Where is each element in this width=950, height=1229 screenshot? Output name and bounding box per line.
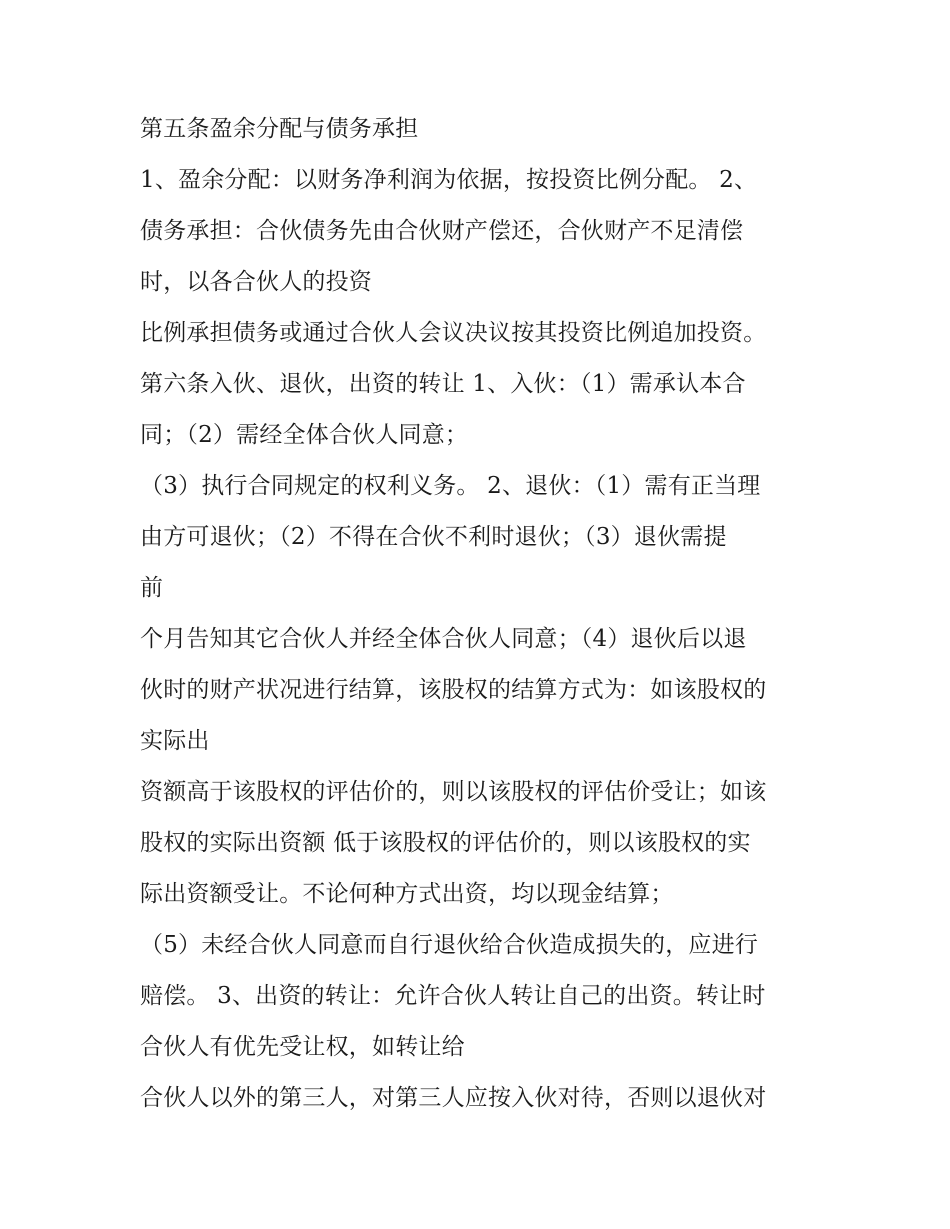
body-text-line: 合伙人以外的第三人，对第三人应按入伙对待，否则以退伙对 — [140, 1085, 767, 1111]
body-text-line: 个月告知其它合伙人并经全体合伙人同意；（4）退伙后以退 — [140, 626, 747, 652]
body-text-line: 债务承担：合伙债务先由合伙财产偿还，合伙财产不足清偿 — [140, 218, 744, 244]
body-text-line: 股权的实际出资额 低于该股权的评估价的，则以该股权的实 — [140, 830, 751, 856]
body-text-line: 比例承担债务或通过合伙人会议决议按其投资比例追加投资。 — [140, 320, 767, 346]
body-text-line: 1、盈余分配：以财务净利润为依据，按投资比例分配。 2、 — [140, 167, 758, 193]
body-text-line: 合伙人有优先受让权，如转让给 — [140, 1034, 465, 1060]
article-5-heading: 第五条盈余分配与债务承担 — [140, 116, 419, 142]
body-text-line: （5）未经合伙人同意而自行退伙给合伙造成损失的，应进行 — [140, 932, 759, 958]
body-text-line: 时，以各合伙人的投资 — [140, 269, 372, 295]
body-text-line: 赔偿。 3、出资的转让：允许合伙人转让自己的出资。转让时 — [140, 983, 766, 1009]
document-body — [140, 109, 820, 1129]
body-text-line: 际出资额受让。不论何种方式出资，均以现金结算； — [140, 881, 674, 907]
body-text-line: （3）执行合同规定的权利义务。 2、退伙：（1）需有正当理 — [140, 473, 761, 499]
body-text-line: 资额高于该股权的评估价的，则以该股权的评估价受让；如该 — [140, 779, 767, 805]
body-text-line: 同；（2）需经全体合伙人同意； — [140, 422, 469, 448]
body-text-line: 前 — [140, 575, 164, 601]
body-text-line: 由方可退伙；（2）不得在合伙不利时退伙；（3）退伙需提 — [140, 524, 727, 550]
article-6-heading-line: 第六条入伙、退伙，出资的转让 1、入伙：（1）需承认本合 — [140, 371, 746, 397]
body-text-line: 伙时的财产状况进行结算，该股权的结算方式为：如该股权的 — [140, 677, 767, 703]
body-text-line: 实际出 — [140, 728, 210, 754]
